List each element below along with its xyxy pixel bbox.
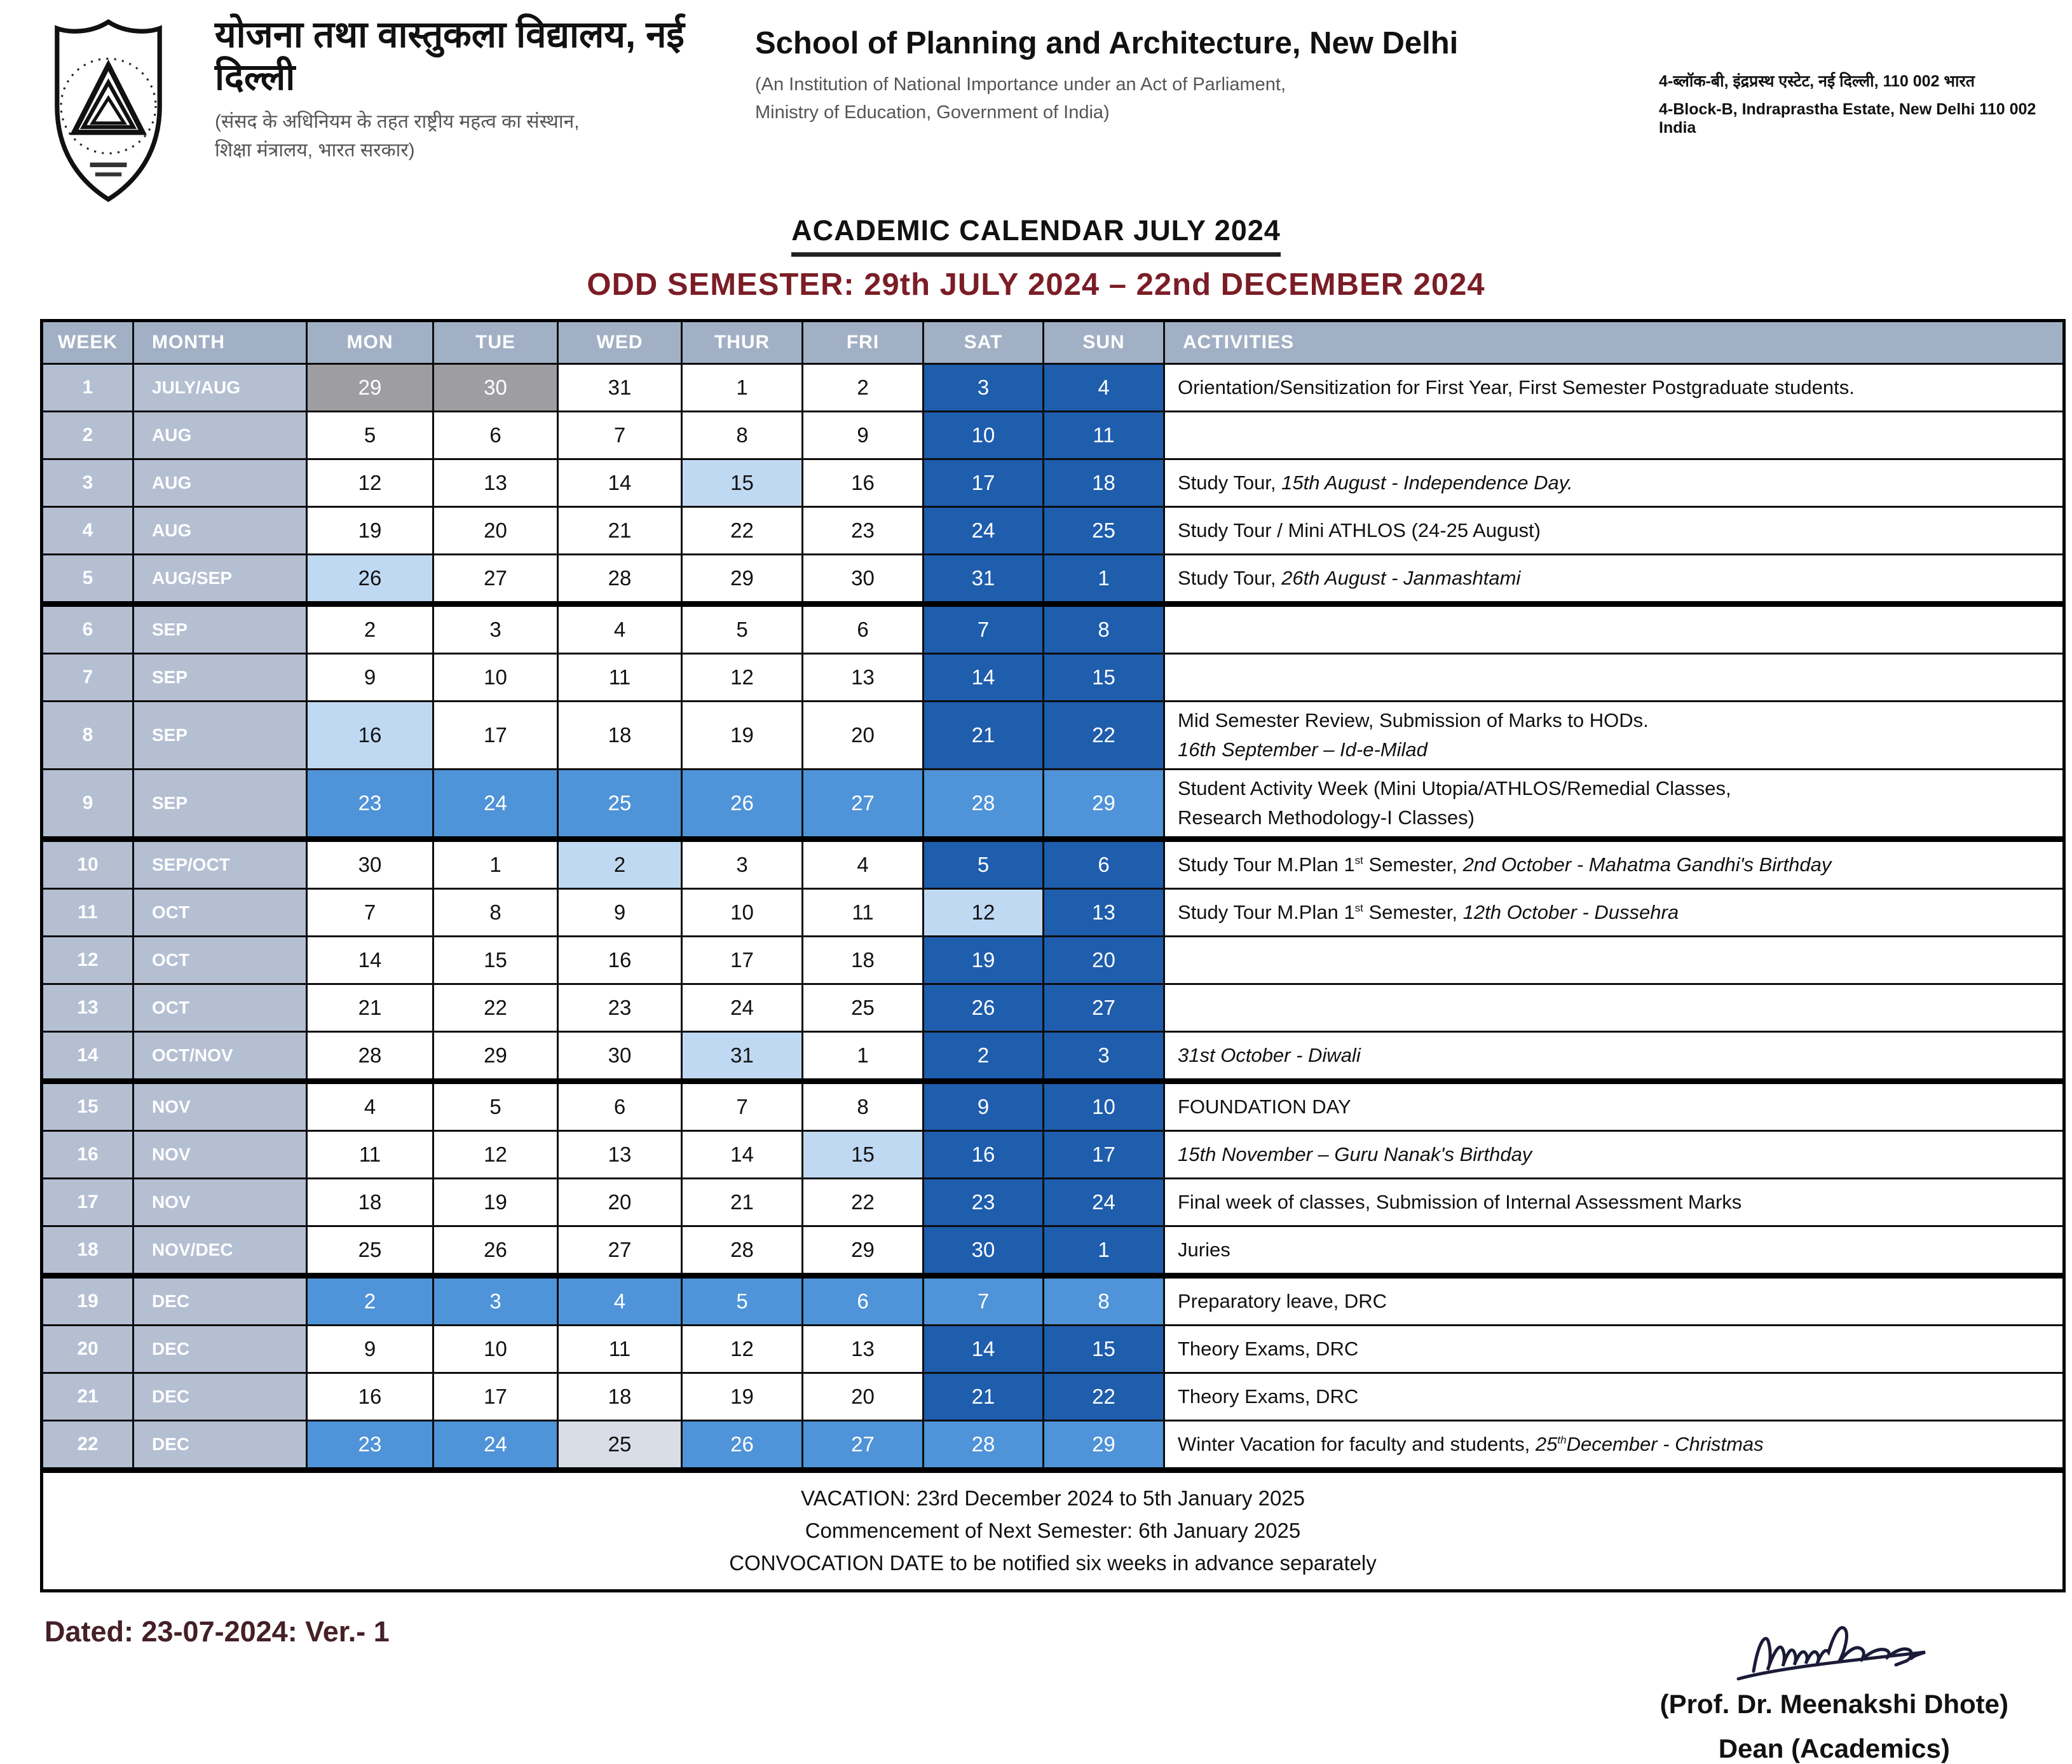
- month-cell: SEP: [133, 770, 307, 839]
- day-cell: 30: [307, 839, 433, 889]
- day-cell: 12: [433, 1131, 558, 1179]
- day-cell: 17: [924, 459, 1044, 507]
- week-number-cell: 10: [42, 839, 133, 889]
- day-cell: 28: [924, 770, 1044, 839]
- day-cell: 2: [307, 1276, 433, 1326]
- activity-cell: FOUNDATION DAY: [1164, 1082, 2064, 1131]
- column-header-month: MONTH: [133, 321, 307, 364]
- week-row-12: [42, 937, 2064, 984]
- week-row-21: [42, 1373, 2064, 1421]
- week-row-15: [42, 1082, 2064, 1131]
- day-cell: 4: [307, 1082, 433, 1131]
- day-cell: 15: [1044, 1326, 1164, 1373]
- day-cell: 10: [682, 889, 803, 937]
- day-cell: 21: [924, 702, 1044, 770]
- week-number-cell: 3: [42, 459, 133, 507]
- day-cell: 4: [558, 604, 682, 654]
- week-number-cell: 16: [42, 1131, 133, 1179]
- day-cell: 26: [924, 984, 1044, 1032]
- week-number-cell: 11: [42, 889, 133, 937]
- day-cell: 20: [433, 507, 558, 555]
- day-cell: 17: [1044, 1131, 1164, 1179]
- day-cell: 23: [803, 507, 924, 555]
- day-cell: 5: [682, 604, 803, 654]
- day-cell: 7: [307, 889, 433, 937]
- week-number-cell: 12: [42, 937, 133, 984]
- week-number-cell: 1: [42, 364, 133, 412]
- column-header-week: WEEK: [42, 321, 133, 364]
- column-header-activities: ACTIVITIES: [1164, 321, 2064, 364]
- day-cell: 16: [307, 1373, 433, 1421]
- day-cell: 10: [924, 412, 1044, 459]
- month-cell: OCT/NOV: [133, 1032, 307, 1082]
- institute-subtitle-hindi-1: (संसद के अधिनियम के तहत राष्ट्रीय महत्व का संस्थान,: [215, 111, 580, 133]
- signatory-role: Dean (Academics): [1718, 1733, 1950, 1764]
- day-cell: 12: [682, 654, 803, 702]
- institute-subtitle-english-1: (An Institution of National Importance under an Act of Parliament,: [755, 74, 1286, 95]
- month-cell: JULY/AUG: [133, 364, 307, 412]
- activity-cell: Theory Exams, DRC: [1164, 1326, 2064, 1373]
- day-cell: 11: [803, 889, 924, 937]
- footer-note: VACATION: 23rd December 2024 to 5th January 2025: [800, 1486, 1305, 1510]
- month-cell: DEC: [133, 1373, 307, 1421]
- day-cell: 6: [803, 1276, 924, 1326]
- month-cell: AUG: [133, 459, 307, 507]
- month-cell: OCT: [133, 937, 307, 984]
- day-cell: 9: [307, 1326, 433, 1373]
- day-cell: 30: [924, 1226, 1044, 1276]
- day-cell: 24: [433, 770, 558, 839]
- activity-cell: [1164, 654, 2064, 702]
- day-cell: 22: [1044, 702, 1164, 770]
- month-cell: SEP: [133, 604, 307, 654]
- day-cell: 19: [433, 1179, 558, 1226]
- day-cell: 25: [558, 1421, 682, 1470]
- week-number-cell: 8: [42, 702, 133, 770]
- page-header: [0, 0, 2072, 208]
- activity-cell: Study Tour, 15th August - Independence Day.: [1164, 459, 2064, 507]
- day-cell: 11: [307, 1131, 433, 1179]
- column-header-mon: MON: [307, 321, 433, 364]
- month-cell: DEC: [133, 1421, 307, 1470]
- activity-cell: Juries: [1164, 1226, 2064, 1276]
- day-cell: 11: [558, 1326, 682, 1373]
- institute-name-hindi: योजना तथा वास्तुकला विद्यालय, नई दिल्ली: [215, 14, 685, 98]
- signatory-name: (Prof. Dr. Meenakshi Dhote): [1660, 1689, 2008, 1720]
- day-cell: 18: [307, 1179, 433, 1226]
- day-cell: 20: [803, 702, 924, 770]
- day-cell: 6: [1044, 839, 1164, 889]
- day-cell: 2: [924, 1032, 1044, 1082]
- day-cell: 25: [307, 1226, 433, 1276]
- day-cell: 12: [307, 459, 433, 507]
- day-cell: 27: [803, 770, 924, 839]
- month-cell: DEC: [133, 1326, 307, 1373]
- activity-cell: Winter Vacation for faculty and students, 25thDecember - Christmas: [1164, 1421, 2064, 1470]
- week-row-20: [42, 1326, 2064, 1373]
- day-cell: 3: [1044, 1032, 1164, 1082]
- academic-calendar-table: [40, 319, 2066, 1592]
- day-cell: 13: [1044, 889, 1164, 937]
- activity-cell: Study Tour, 26th August - Janmashtami: [1164, 555, 2064, 604]
- day-cell: 29: [433, 1032, 558, 1082]
- day-cell: 12: [682, 1326, 803, 1373]
- month-cell: OCT: [133, 984, 307, 1032]
- activity-cell: Orientation/Sensitization for First Year, First Semester Postgraduate students.: [1164, 364, 2064, 412]
- day-cell: 1: [1044, 1226, 1164, 1276]
- week-row-22: [42, 1421, 2064, 1470]
- column-header-tue: TUE: [433, 321, 558, 364]
- week-row-8: [42, 702, 2064, 770]
- day-cell: 12: [924, 889, 1044, 937]
- week-row-18: [42, 1226, 2064, 1276]
- month-cell: AUG: [133, 412, 307, 459]
- day-cell: 6: [433, 412, 558, 459]
- day-cell: 29: [1044, 770, 1164, 839]
- day-cell: 27: [1044, 984, 1164, 1032]
- day-cell: 7: [558, 412, 682, 459]
- page-title: ACADEMIC CALENDAR JULY 2024: [791, 214, 1281, 257]
- week-number-cell: 13: [42, 984, 133, 1032]
- day-cell: 30: [433, 364, 558, 412]
- activity-cell: [1164, 412, 2064, 459]
- day-cell: 7: [924, 604, 1044, 654]
- month-cell: SEP: [133, 702, 307, 770]
- day-cell: 2: [803, 364, 924, 412]
- month-cell: AUG: [133, 507, 307, 555]
- activity-cell: Final week of classes, Submission of Internal Assessment Marks: [1164, 1179, 2064, 1226]
- calendar-header-row: [42, 321, 2064, 364]
- day-cell: 21: [307, 984, 433, 1032]
- activity-cell: Mid Semester Review, Submission of Marks to HODs. 16th September – Id-e-Milad: [1164, 702, 2064, 770]
- column-header-fri: FRI: [803, 321, 924, 364]
- spa-logo-icon: [40, 14, 177, 208]
- day-cell: 10: [433, 1326, 558, 1373]
- day-cell: 7: [682, 1082, 803, 1131]
- day-cell: 28: [307, 1032, 433, 1082]
- week-number-cell: 21: [42, 1373, 133, 1421]
- month-cell: SEP: [133, 654, 307, 702]
- day-cell: 9: [307, 654, 433, 702]
- week-number-cell: 5: [42, 555, 133, 604]
- day-cell: 8: [803, 1082, 924, 1131]
- activity-cell: 15th November – Guru Nanak's Birthday: [1164, 1131, 2064, 1179]
- week-row-16: [42, 1131, 2064, 1179]
- day-cell: 16: [924, 1131, 1044, 1179]
- week-row-13: [42, 984, 2064, 1032]
- day-cell: 31: [924, 555, 1044, 604]
- day-cell: 29: [682, 555, 803, 604]
- activity-cell: Student Activity Week (Mini Utopia/ATHLOS/Remedial Classes, Research Methodology-I Classes): [1164, 770, 2064, 839]
- day-cell: 11: [1044, 412, 1164, 459]
- month-cell: AUG/SEP: [133, 555, 307, 604]
- day-cell: 26: [682, 1421, 803, 1470]
- activity-cell: [1164, 984, 2064, 1032]
- day-cell: 24: [433, 1421, 558, 1470]
- day-cell: 1: [433, 839, 558, 889]
- institute-subtitle-hindi-2: शिक्षा मंत्रालय, भारत सरकार): [215, 140, 415, 161]
- week-number-cell: 18: [42, 1226, 133, 1276]
- day-cell: 7: [924, 1276, 1044, 1326]
- institute-name-english: School of Planning and Architecture, New Delhi: [755, 26, 1459, 60]
- day-cell: 21: [558, 507, 682, 555]
- week-number-cell: 7: [42, 654, 133, 702]
- day-cell: 2: [558, 839, 682, 889]
- day-cell: 25: [1044, 507, 1164, 555]
- column-header-thur: THUR: [682, 321, 803, 364]
- week-number-cell: 4: [42, 507, 133, 555]
- day-cell: 15: [682, 459, 803, 507]
- week-number-cell: 22: [42, 1421, 133, 1470]
- day-cell: 16: [558, 937, 682, 984]
- week-number-cell: 9: [42, 770, 133, 839]
- day-cell: 9: [803, 412, 924, 459]
- footer-notes-cell: [42, 1470, 2064, 1591]
- address-hindi: 4-ब्लॉक-बी, इंद्रप्रस्थ एस्टेट, नई दिल्ली, 110 002 भारत: [1659, 72, 1975, 90]
- footer-note: CONVOCATION DATE to be notified six weeks in advance separately: [729, 1551, 1377, 1575]
- week-number-cell: 20: [42, 1326, 133, 1373]
- day-cell: 27: [803, 1421, 924, 1470]
- day-cell: 29: [307, 364, 433, 412]
- day-cell: 5: [307, 412, 433, 459]
- address-english: 4-Block-B, Indraprastha Estate, New Delhi 110 002 India: [1659, 100, 2036, 137]
- day-cell: 17: [433, 702, 558, 770]
- day-cell: 8: [682, 412, 803, 459]
- day-cell: 22: [803, 1179, 924, 1226]
- activity-cell: [1164, 937, 2064, 984]
- day-cell: 27: [433, 555, 558, 604]
- month-cell: OCT: [133, 889, 307, 937]
- week-number-cell: 19: [42, 1276, 133, 1326]
- week-number-cell: 15: [42, 1082, 133, 1131]
- day-cell: 19: [307, 507, 433, 555]
- week-row-10: [42, 839, 2064, 889]
- day-cell: 26: [433, 1226, 558, 1276]
- week-number-cell: 14: [42, 1032, 133, 1082]
- week-number-cell: 6: [42, 604, 133, 654]
- day-cell: 24: [924, 507, 1044, 555]
- activity-cell: 31st October - Diwali: [1164, 1032, 2064, 1082]
- day-cell: 29: [1044, 1421, 1164, 1470]
- day-cell: 23: [924, 1179, 1044, 1226]
- day-cell: 19: [682, 1373, 803, 1421]
- column-header-sun: SUN: [1044, 321, 1164, 364]
- day-cell: 22: [682, 507, 803, 555]
- footer-note: Commencement of Next Semester: 6th January 2025: [805, 1519, 1301, 1543]
- day-cell: 20: [558, 1179, 682, 1226]
- day-cell: 1: [803, 1032, 924, 1082]
- day-cell: 5: [682, 1276, 803, 1326]
- day-cell: 13: [803, 654, 924, 702]
- week-row-6: [42, 604, 2064, 654]
- week-row-9: [42, 770, 2064, 839]
- day-cell: 14: [558, 459, 682, 507]
- day-cell: 29: [803, 1226, 924, 1276]
- day-cell: 10: [433, 654, 558, 702]
- week-row-7: [42, 654, 2064, 702]
- column-header-sat: SAT: [924, 321, 1044, 364]
- day-cell: 3: [433, 1276, 558, 1326]
- day-cell: 28: [924, 1421, 1044, 1470]
- day-cell: 13: [558, 1131, 682, 1179]
- semester-subtitle: ODD SEMESTER: 29th JULY 2024 – 22nd DECEMBER 2024: [587, 268, 1485, 302]
- day-cell: 5: [433, 1082, 558, 1131]
- day-cell: 31: [682, 1032, 803, 1082]
- day-cell: 18: [558, 1373, 682, 1421]
- day-cell: 17: [682, 937, 803, 984]
- day-cell: 24: [682, 984, 803, 1032]
- signature-block: [1660, 1615, 2034, 1764]
- calendar-body: [42, 364, 2064, 1591]
- day-cell: 19: [682, 702, 803, 770]
- week-row-4: [42, 507, 2064, 555]
- month-cell: NOV: [133, 1082, 307, 1131]
- week-row-1: [42, 364, 2064, 412]
- day-cell: 8: [1044, 604, 1164, 654]
- week-row-3: [42, 459, 2064, 507]
- day-cell: 3: [924, 364, 1044, 412]
- footer-notes-row: [42, 1470, 2064, 1591]
- day-cell: 31: [558, 364, 682, 412]
- day-cell: 6: [803, 604, 924, 654]
- day-cell: 21: [682, 1179, 803, 1226]
- day-cell: 8: [1044, 1276, 1164, 1326]
- day-cell: 4: [558, 1276, 682, 1326]
- day-cell: 28: [682, 1226, 803, 1276]
- day-cell: 20: [803, 1373, 924, 1421]
- day-cell: 15: [803, 1131, 924, 1179]
- week-number-cell: 17: [42, 1179, 133, 1226]
- week-row-2: [42, 412, 2064, 459]
- day-cell: 14: [307, 937, 433, 984]
- day-cell: 10: [1044, 1082, 1164, 1131]
- dated-version-label: Dated: 23-07-2024: Ver.- 1: [44, 1615, 390, 1648]
- day-cell: 14: [924, 654, 1044, 702]
- day-cell: 23: [307, 770, 433, 839]
- day-cell: 18: [558, 702, 682, 770]
- day-cell: 23: [307, 1421, 433, 1470]
- month-cell: SEP/OCT: [133, 839, 307, 889]
- month-cell: NOV/DEC: [133, 1226, 307, 1276]
- week-row-19: [42, 1276, 2064, 1326]
- day-cell: 15: [1044, 654, 1164, 702]
- month-cell: DEC: [133, 1276, 307, 1326]
- day-cell: 9: [558, 889, 682, 937]
- day-cell: 13: [803, 1326, 924, 1373]
- day-cell: 3: [433, 604, 558, 654]
- activity-cell: Theory Exams, DRC: [1164, 1373, 2064, 1421]
- day-cell: 30: [803, 555, 924, 604]
- day-cell: 26: [307, 555, 433, 604]
- day-cell: 22: [1044, 1373, 1164, 1421]
- week-row-17: [42, 1179, 2064, 1226]
- day-cell: 14: [924, 1326, 1044, 1373]
- activity-cell: Study Tour M.Plan 1st Semester, 12th October - Dussehra: [1164, 889, 2064, 937]
- institute-subtitle-english-2: Ministry of Education, Government of India): [755, 102, 1110, 123]
- day-cell: 8: [433, 889, 558, 937]
- day-cell: 24: [1044, 1179, 1164, 1226]
- activity-cell: [1164, 604, 2064, 654]
- day-cell: 25: [803, 984, 924, 1032]
- day-cell: 25: [558, 770, 682, 839]
- activity-cell: Study Tour / Mini ATHLOS (24-25 August): [1164, 507, 2064, 555]
- day-cell: 17: [433, 1373, 558, 1421]
- day-cell: 16: [307, 702, 433, 770]
- day-cell: 18: [1044, 459, 1164, 507]
- day-cell: 1: [682, 364, 803, 412]
- day-cell: 26: [682, 770, 803, 839]
- day-cell: 20: [1044, 937, 1164, 984]
- day-cell: 4: [803, 839, 924, 889]
- day-cell: 23: [558, 984, 682, 1032]
- day-cell: 15: [433, 937, 558, 984]
- day-cell: 5: [924, 839, 1044, 889]
- day-cell: 14: [682, 1131, 803, 1179]
- activity-cell: Preparatory leave, DRC: [1164, 1276, 2064, 1326]
- week-row-11: [42, 889, 2064, 937]
- day-cell: 6: [558, 1082, 682, 1131]
- day-cell: 16: [803, 459, 924, 507]
- week-row-5: [42, 555, 2064, 604]
- day-cell: 28: [558, 555, 682, 604]
- month-cell: NOV: [133, 1131, 307, 1179]
- day-cell: 2: [307, 604, 433, 654]
- day-cell: 11: [558, 654, 682, 702]
- signature-icon: [1729, 1615, 1939, 1682]
- column-header-wed: WED: [558, 321, 682, 364]
- day-cell: 21: [924, 1373, 1044, 1421]
- month-cell: NOV: [133, 1179, 307, 1226]
- day-cell: 22: [433, 984, 558, 1032]
- day-cell: 3: [682, 839, 803, 889]
- day-cell: 9: [924, 1082, 1044, 1131]
- week-row-14: [42, 1032, 2064, 1082]
- day-cell: 19: [924, 937, 1044, 984]
- day-cell: 13: [433, 459, 558, 507]
- day-cell: 30: [558, 1032, 682, 1082]
- activity-cell: Study Tour M.Plan 1st Semester, 2nd October - Mahatma Gandhi's Birthday: [1164, 839, 2064, 889]
- day-cell: 4: [1044, 364, 1164, 412]
- day-cell: 18: [803, 937, 924, 984]
- day-cell: 27: [558, 1226, 682, 1276]
- week-number-cell: 2: [42, 412, 133, 459]
- day-cell: 1: [1044, 555, 1164, 604]
